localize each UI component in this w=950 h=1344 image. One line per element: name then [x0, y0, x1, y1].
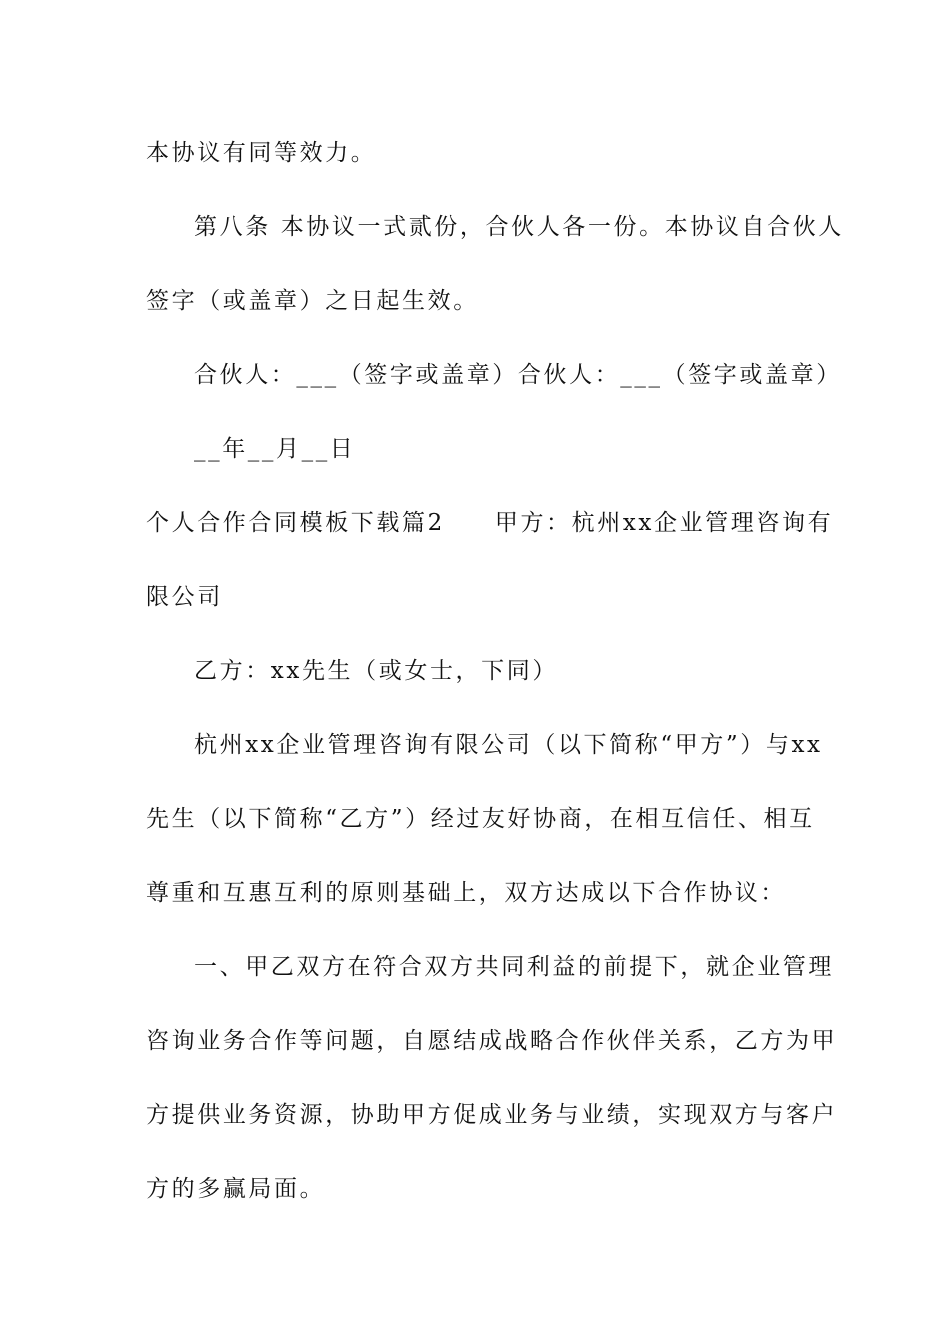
text-line: 方的多赢局面。 [146, 1176, 326, 1202]
clause-one-line: 一、甲乙双方在符合双方共同利益的前提下，就企业管理 [194, 954, 834, 980]
date-line: __年__月__日 [194, 436, 356, 462]
text-line: 签字（或盖章）之日起生效。 [146, 288, 479, 314]
text-line: 方提供业务资源，协助甲方促成业务与业绩，实现双方与客户 [146, 1102, 838, 1128]
party-a-label: 甲方：杭州xx企业管理咨询有 [494, 510, 834, 536]
section-title-line [146, 508, 834, 538]
text-line: 限公司 [146, 584, 223, 610]
text-line: 第八条 本协议一式贰份，合伙人各一份。本协议自合伙人 [194, 214, 844, 240]
section-title: 个人合作合同模板下载篇2 [146, 510, 445, 536]
text-line: 合伙人：___（签字或盖章）合伙人：___（签字或盖章） [194, 362, 842, 388]
text-line: 本协议有同等效力。 [146, 140, 377, 166]
party-b-label: 乙方：xx先生（或女士，下同） [194, 658, 558, 684]
text-line: 先生（以下简称“乙方”）经过友好协商，在相互信任、相互 [146, 806, 815, 832]
text-line: 尊重和互惠互利的原则基础上，双方达成以下合作协议： [146, 880, 786, 906]
text-line: 咨询业务合作等问题，自愿结成战略合作伙伴关系，乙方为甲 [146, 1028, 838, 1054]
text-line: 杭州xx企业管理咨询有限公司（以下简称“甲方”）与xx [194, 732, 823, 758]
